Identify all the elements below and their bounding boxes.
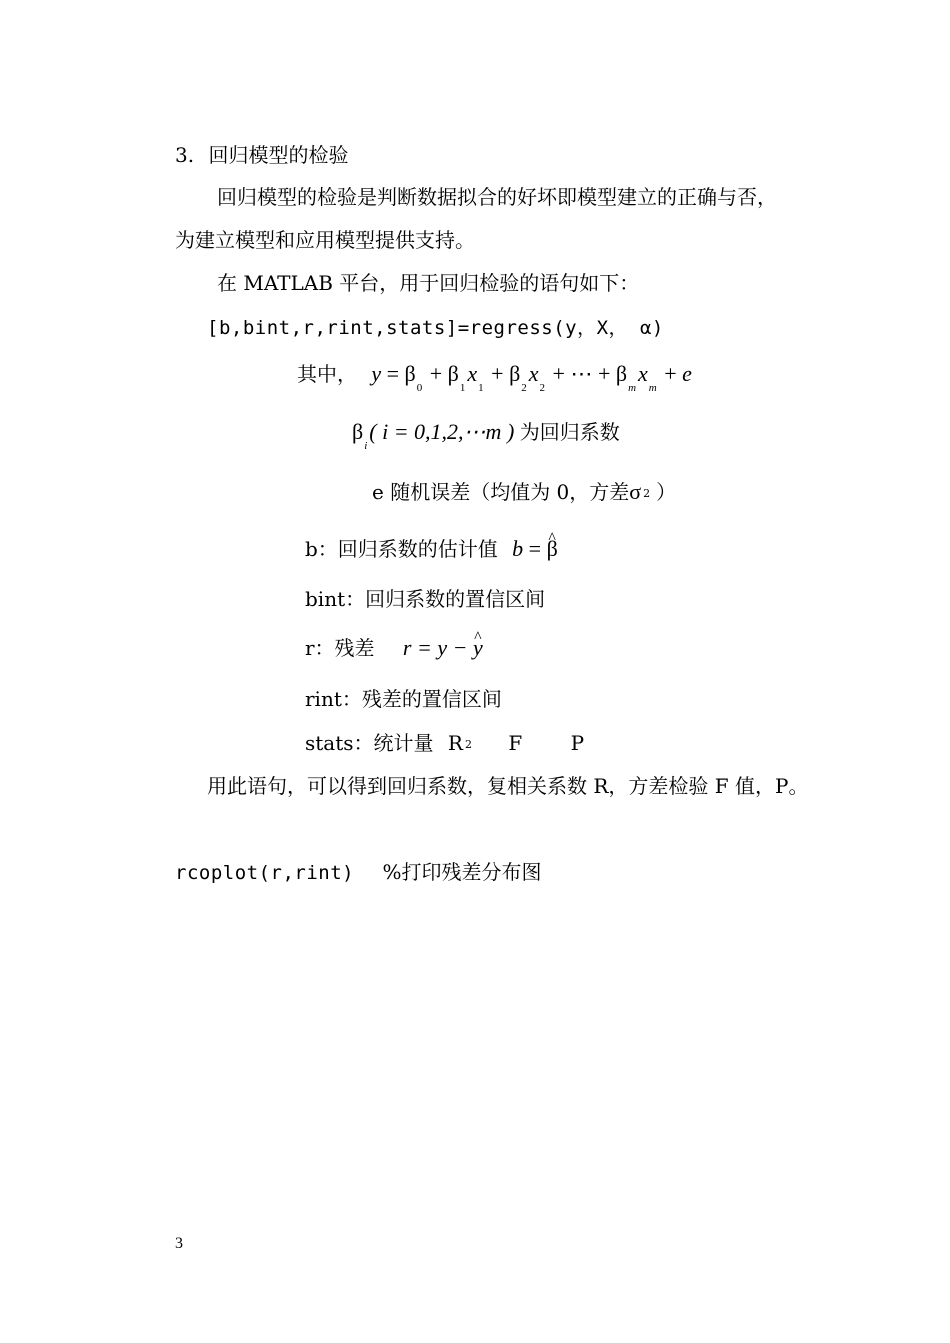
def-stats-r-sup: 2 <box>464 738 472 751</box>
def-r-formula <box>403 635 483 660</box>
formula-e: e <box>682 361 692 386</box>
formula-xm: x <box>638 361 648 386</box>
section-number: 3. <box>175 143 195 167</box>
coef-beta: β <box>352 419 364 444</box>
formula-prefix: 其中， <box>297 362 357 386</box>
formula-plus3: + <box>547 361 571 386</box>
formula-y: y <box>371 361 382 386</box>
def-b-rhs: ^ β <box>547 537 558 561</box>
formula-sub0: 0 <box>416 382 423 394</box>
regress-code: [b,bint,r,rint,stats]=regress(y，X， α) <box>207 317 664 339</box>
def-r-hat: ^ y <box>473 636 483 660</box>
formula-plus5: + <box>658 361 683 386</box>
formula-sub2b: 2 <box>539 382 546 394</box>
formula-submb: m <box>648 382 657 394</box>
formula-dots: ⋯ <box>570 361 593 386</box>
error-line <box>372 480 676 508</box>
def-bint: bint：回归系数的置信区间 <box>305 587 546 611</box>
def-rint: rint：残差的置信区间 <box>305 687 502 711</box>
def-r-label: r：残差 <box>305 636 375 660</box>
formula-beta0: β <box>404 361 416 386</box>
error-close: ） <box>656 480 677 504</box>
coefficient-line <box>352 419 620 452</box>
intro-line-3: 在 MATLAB 平台，用于回归检验的语句如下： <box>217 271 640 295</box>
error-sigma: σ <box>629 479 642 504</box>
formula-plus2: + <box>485 361 510 386</box>
section-heading <box>175 143 348 167</box>
page-number: 3 <box>175 1235 183 1252</box>
coef-math <box>352 419 520 452</box>
def-b-formula <box>512 536 558 561</box>
def-stats-label: stats：统计量 <box>305 731 434 755</box>
formula-subma: m <box>628 382 637 394</box>
def-stats <box>305 731 584 759</box>
def-stats-f: F <box>508 731 523 755</box>
def-b-label: b：回归系数的估计值 <box>305 537 498 561</box>
coef-text: 为回归系数 <box>519 420 620 444</box>
formula-plus1: + <box>424 361 448 386</box>
def-b <box>305 537 558 561</box>
formula-beta1: β <box>447 361 459 386</box>
def-stats-p: P <box>570 731 585 755</box>
formula-sub1b: 1 <box>478 382 484 394</box>
intro-line-2: 为建立模型和应用模型提供支持。 <box>175 228 475 252</box>
formula-beta2: β <box>509 361 521 386</box>
intro-line-1: 回归模型的检验是判断数据拟合的好坏即模型建立的正确与否， <box>217 185 777 209</box>
def-b-lhs: b <box>512 536 524 561</box>
def-r-mid: = y − <box>411 635 473 660</box>
formula-x1: x <box>467 361 478 386</box>
rcoplot-line <box>175 860 541 885</box>
coef-index: ( i = 0,1,2,⋯m ) <box>369 419 515 444</box>
rcoplot-comment: %打印残差分布图 <box>382 860 542 884</box>
coef-sub-i: i <box>364 440 368 452</box>
rcoplot-code: rcoplot(r,rint) <box>175 862 355 884</box>
section-title: 回归模型的检验 <box>208 143 349 167</box>
def-b-eq: = <box>523 536 547 561</box>
formula-math <box>371 361 692 394</box>
def-r <box>305 636 483 660</box>
model-formula <box>297 361 692 394</box>
error-sup: 2 <box>643 487 651 500</box>
error-text: e 随机误差（均值为 0，方差 <box>372 480 630 504</box>
formula-sub2a: 2 <box>521 382 527 394</box>
formula-betam: β <box>615 361 628 386</box>
formula-sub1a: 1 <box>459 382 466 394</box>
formula-plus4: + <box>592 361 616 386</box>
formula-eq: = <box>381 361 405 386</box>
formula-x2: x <box>528 361 539 386</box>
summary-line: 用此语句，可以得到回归系数，复相关系数 R，方差检验 F 值，P。 <box>207 774 809 798</box>
def-r-lhs: r <box>402 635 412 660</box>
def-stats-r: R <box>447 731 463 755</box>
